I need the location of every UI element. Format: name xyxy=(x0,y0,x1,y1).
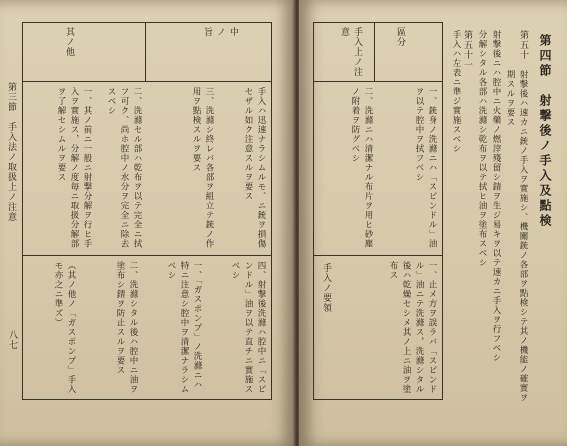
right-table-cell-1: 一、銃身ノ洗滌ニハ「スピンドル」油ヲ以テ腔中ヲ拭フベシ xyxy=(414,87,437,249)
para-50-text-3: 分解シタル各部ハ洗滌シ乾布ヲ以テ拭ヒ油ヲ塗布スベシ xyxy=(477,30,487,268)
para-51-label: 第五十一 xyxy=(462,30,472,70)
lower-col-1: 四、射撃後洗滌ハ腔中ニ「スピンドル」油ヲ以テ直チニ實施スベシ xyxy=(230,261,266,394)
upper-col-d: 手入ハ迅速ナラシムルモ、ニ銃ヲ損傷セザル如ク注意スルヲ要ス xyxy=(243,87,266,249)
right-table-header-method: 手入ノ要領 xyxy=(321,263,331,313)
left-table xyxy=(22,22,272,400)
right-table-header-division: 區分 xyxy=(395,27,405,47)
section-title: 第四節 射撃後ノ手入及點検 xyxy=(538,34,552,229)
right-table-header-notes: 手入上ノ注意 xyxy=(339,27,362,77)
para-50-text-2: 射撃後ニハ腔中ニ火藥ノ燃滓殘留シ錆ヲ生ジ易キヲ以テ速カニ手入ヲ行フベシ xyxy=(491,30,501,363)
right-page xyxy=(299,0,567,446)
para-50-text: 射撃後ハ速カニ銃ノ手入ヲ實施シ、機關銃ノ各部ヲ點検シテ其ノ機能ノ確實ヲ期スルヲ要ス xyxy=(505,70,528,403)
lower-col-2: 一、「ガスポンプ」ノ洗滌ニハ特ニ注意シ腔中ヲ清潔ナラシムベシ xyxy=(166,261,202,394)
para-50-label: 第五十 xyxy=(518,30,528,60)
right-table-lower-cell: 一、止メ方ヲ誤ラバ「スピンドル」油ニテ洗滌ス，洗滌シタル後ハ乾燥セシメ其ノ上ニ油ヲ塗布ス xyxy=(388,261,437,394)
table-rule xyxy=(145,23,146,81)
table-rule xyxy=(374,23,375,81)
right-table xyxy=(313,22,443,400)
lower-col-3: 二、洗滌シタル後ハ腔中ニ油ヲ塗布シ錆ヲ防止スルヲ要ス xyxy=(115,261,138,394)
upper-col-c: 三、洗滌シ終レバ各部ヲ組立テ銃ノ作用ヲ點検スルヲ要ス xyxy=(191,87,214,249)
left-page-number: 八七 xyxy=(7,330,17,350)
table-rule xyxy=(314,255,442,256)
lower-col-4: （其ノ他ノ「ガスポンプ」手入モ亦之ニ準ズ） xyxy=(53,261,76,394)
right-table-cell-2: 二、洗滌ニハ清潔ナル布片ヲ用ヒ砂塵ノ附着ヲ防グベシ xyxy=(350,87,373,249)
left-running-head: 第三節 手入法ノ取扱上ノ注意 xyxy=(6,82,16,222)
para-51-text: 手入ハ左表ニ準ジ實施スベシ xyxy=(451,30,461,154)
header-middle: 中 ノ 旨 xyxy=(202,27,238,87)
table-rule xyxy=(314,81,442,82)
header-other: 其ノ他 xyxy=(64,27,74,57)
table-rule xyxy=(23,255,271,256)
upper-col-b: 二、洗滌セル部ハ乾布ヲ以テ完全ニ拭フ可ク、尚ホ腔中ノ水分ヲ完全ニ除去スベシ xyxy=(106,87,142,249)
upper-col-a: 一、其ノ前ニ一般ニ射撃分解ヲ行ヒ手入ヲ實施ス，分解ノ度毎ニ取扱分解部ヲ了解セシムルヲ要ス xyxy=(56,87,92,249)
